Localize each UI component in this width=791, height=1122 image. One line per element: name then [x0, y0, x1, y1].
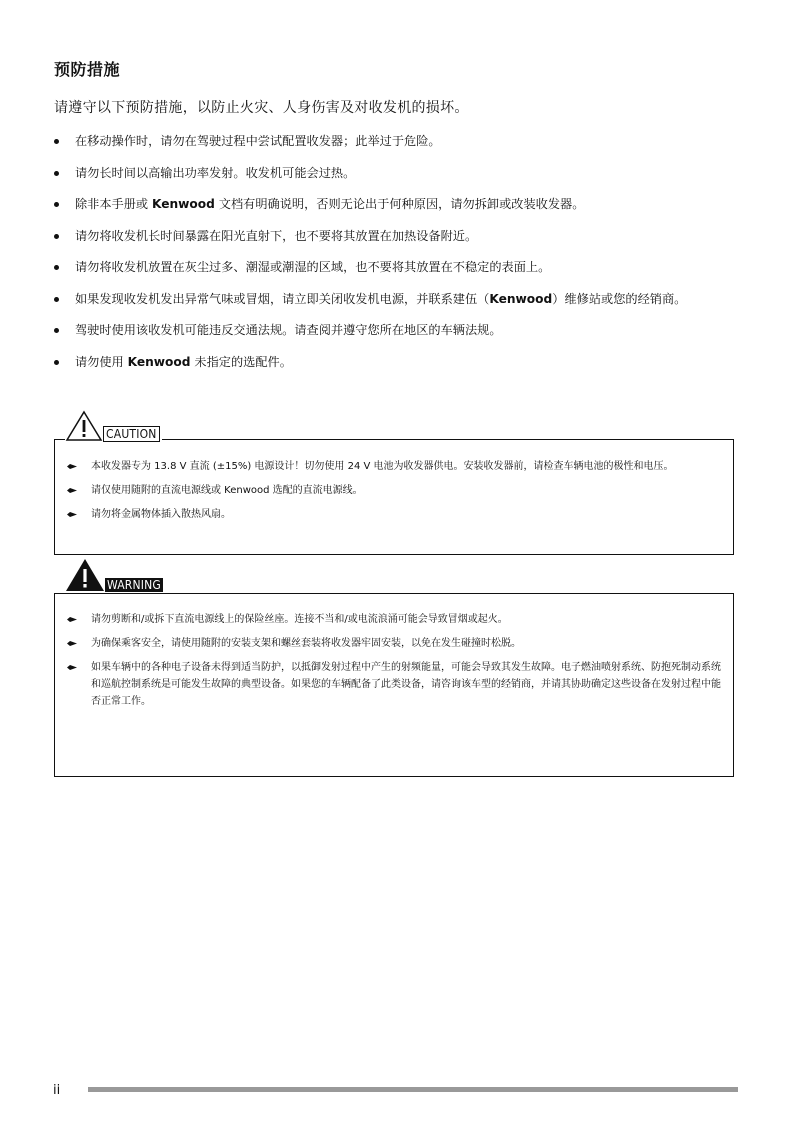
caution-box: [54, 427, 734, 555]
warning-badge: [65, 572, 165, 592]
warning-label: WARNING: [107, 578, 161, 592]
bullet-icon: [54, 265, 59, 270]
bullet-icon: [54, 139, 59, 144]
list-item: 驾驶时使用该收发机可能违反交通法规。请查阅并遵守您所在地区的车辆法规。: [54, 319, 734, 341]
list-item: 请仅使用随附的直流电源线或 Kenwood 选配的直流电源线。: [67, 482, 722, 499]
list-item: 本收发器专为 13.8 V 直流 (±15%) 电源设计！切勿使用 24 V 电池为收发器供电。安装收发器前，请检查车辆电池的极性和电压。: [67, 458, 722, 475]
caution-badge: [65, 422, 162, 442]
list-item: 请勿将金属物体插入散热风扇。: [67, 506, 722, 523]
bullet-icon: [54, 328, 59, 333]
bullet-icon: [54, 234, 59, 239]
precautions-list: [54, 130, 734, 382]
list-item: 请勿使用 Kenwood 未指定的选配件。: [54, 351, 734, 373]
list-item: 如果发现收发机发出异常气味或冒烟，请立即关闭收发机电源，并联系建伍（Kenwood）维修站或您的经销商。: [54, 288, 715, 310]
bullet-icon: [54, 171, 59, 176]
intro-text: 请遵守以下预防措施，以防止火灾、人身伤害及对收发机的损坏。: [54, 100, 469, 116]
bullet-icon: [54, 297, 59, 302]
list-item: 请勿将收发机长时间暴露在阳光直射下，也不要将其放置在加热设备附近。: [54, 225, 734, 247]
caution-label: CAUTION: [103, 426, 160, 442]
warning-triangle-icon: [65, 558, 105, 592]
diamond-bullet-icon: [67, 665, 77, 670]
list-item: 请勿将收发机放置在灰尘过多、潮湿或潮湿的区域，也不要将其放置在不稳定的表面上。: [54, 256, 734, 278]
diamond-bullet-icon: [67, 512, 77, 517]
list-item: 请勿长时间以高输出功率发射。收发机可能会过热。: [54, 162, 734, 184]
list-item: 如果车辆中的各种电子设备未得到适当防护，以抵御发射过程中产生的射频能量，可能会导致其发生故障。电子燃油喷射系统、防抱死制动系统和巡航控制系统是可能发生故障的典型设备。如果您的车辆配备了此类设备，请咨询该车型的经销商，并请其协助确定这些设备在发射过程中能否正常工作。: [67, 659, 722, 710]
list-item: 请勿剪断和/或拆下直流电源线上的保险丝座。连接不当和/或电流浪涌可能会导致冒烟或起火。: [67, 611, 722, 628]
warning-list: [67, 611, 722, 717]
bullet-icon: [54, 202, 59, 207]
page-number: ii: [53, 1083, 61, 1098]
caution-triangle-icon: [65, 410, 103, 442]
page-heading: 预防措施: [54, 60, 121, 79]
caution-list: [67, 458, 722, 530]
list-item: 在移动操作时，请勿在驾驶过程中尝试配置收发器；此举过于危险。: [54, 130, 734, 152]
diamond-bullet-icon: [67, 464, 77, 469]
diamond-bullet-icon: [67, 641, 77, 646]
diamond-bullet-icon: [67, 488, 77, 493]
footer-rule: [88, 1087, 738, 1092]
list-item: 为确保乘客安全，请使用随附的安装支架和螺丝套装将收发器牢固安装，以免在发生碰撞时松脱。: [67, 635, 722, 652]
diamond-bullet-icon: [67, 617, 77, 622]
bullet-icon: [54, 360, 59, 365]
warning-box: [54, 578, 734, 777]
list-item: 除非本手册或 Kenwood 文档有明确说明，否则无论出于何种原因，请勿拆卸或改装收发器。: [54, 193, 734, 215]
